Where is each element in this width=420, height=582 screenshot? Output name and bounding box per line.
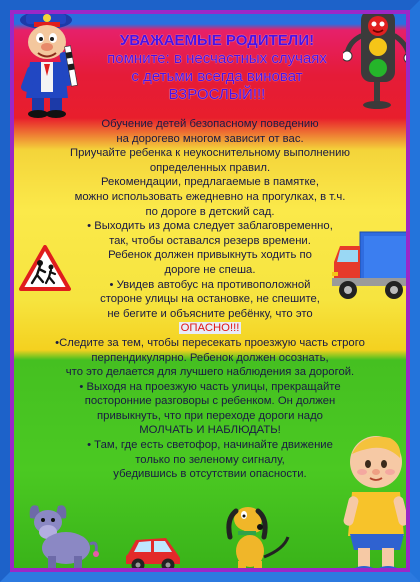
title-line-2: помните: в несчастных случаях [107, 50, 327, 67]
text-line: что это делается для лучшего наблюдения за дорогой. [65, 366, 355, 379]
text-line: так, чтобы оставался резерв времени. [109, 234, 311, 247]
text-line: Обучение детей безопасному поведению [101, 118, 319, 130]
danger-line [18, 321, 402, 336]
text-line: •Следите за тем, чтобы пересекать проезжую часть строго [55, 336, 365, 349]
police-officer-illustration [10, 6, 86, 118]
text-line: не бегите и объясните ребёнку, что это [107, 307, 313, 320]
text-line: Рекомендации, предлагаемые в памятке, [101, 176, 319, 189]
traffic-light-character-illustration [343, 6, 413, 110]
title-line-3: с детьми всегда виноват [131, 68, 303, 85]
text-line: стороне улицы на остановке, не спешите, [100, 293, 320, 306]
poster-body-text [18, 117, 402, 482]
title-line-1: УВАЖАЕМЫЕ РОДИТЕЛИ! [119, 32, 315, 49]
text-line: определенных правил. [149, 161, 271, 174]
text-line: • Увидев автобус на противоположной [109, 278, 311, 291]
text-line: Приучайте ребенка к неукоснительному выполнению [70, 147, 350, 160]
text-line: посторонние разговоры с ребенком. Он должен [84, 395, 336, 408]
poster-title [82, 32, 352, 104]
text-line: • Выходя на проезжую часть улицы, прекращайте [79, 380, 341, 393]
text-line: привыкнуть, что при переходе дороги надо [97, 409, 323, 422]
text-line: по дороге в детский сад. [145, 205, 275, 218]
text-line: Ребенок должен привыкнуть ходить по [108, 249, 312, 262]
toy-car-illustration [122, 528, 184, 572]
text-line: только по зеленому сигналу, [135, 453, 285, 466]
text-line: дороге не спеша. [164, 263, 256, 276]
text-line: • Выходить из дома следует заблаговременно, [87, 220, 333, 233]
cartoon-dog-illustration [218, 497, 294, 577]
title-line-4: ВЗРОСЛЫЙ!!! [168, 86, 266, 103]
donkey-toy-illustration [18, 500, 100, 574]
danger-word: ОПАСНО!!! [180, 322, 240, 335]
text-line: на дорогево многом зависит от вас. [116, 132, 304, 145]
text-line: убедившись в отсутствии опасности. [113, 468, 307, 481]
text-line: можно использовать ежедневно на прогулках, в т.ч. [74, 190, 346, 203]
text-line: • Там, где есть светофор, начинайте движение [87, 439, 333, 452]
text-line: перпендикулярно. Ребенок должен осознать, [91, 351, 329, 364]
text-line: МОЛЧАТЬ И НАБЛЮДАТЬ! [139, 424, 281, 437]
